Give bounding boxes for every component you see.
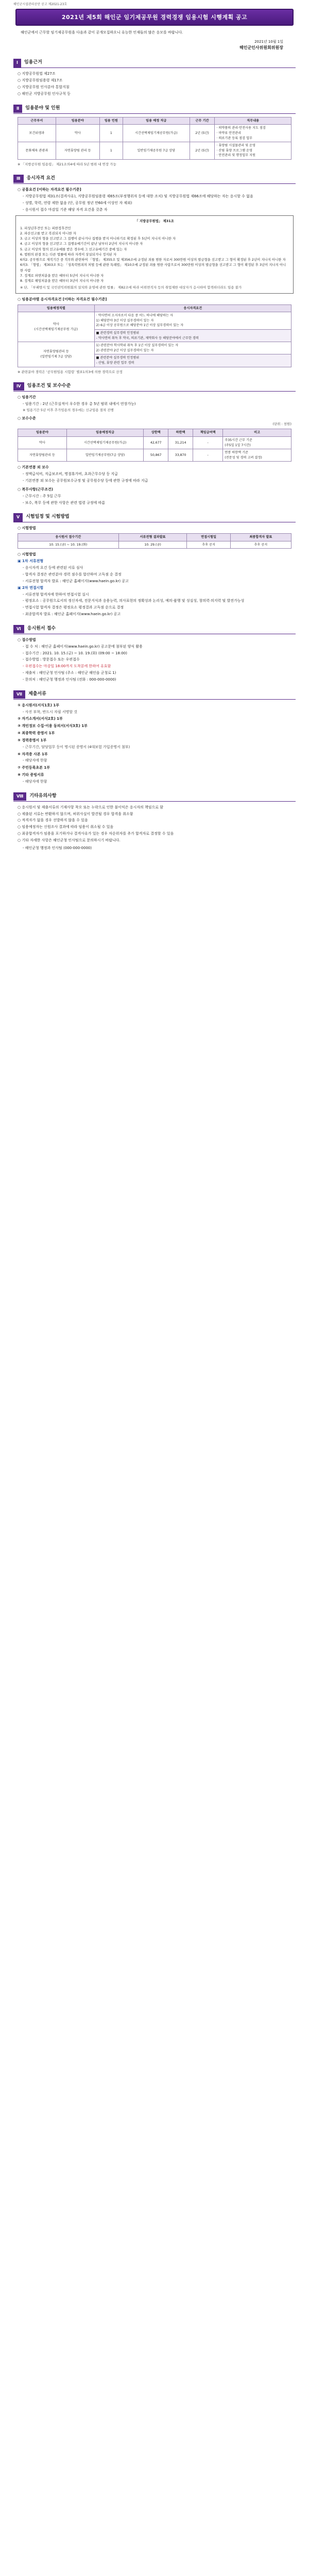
requirement-item: - 지방공무원법 제31조(결격사유), 지방공무원임용령 제65조(부정행위자 등에 대한 조치) 및 지방공무원법 제66조에 해당하는 자는 응시할 수 없음 [23, 194, 253, 198]
positions-note: ※ 「지방공무원 임용령」 제21조의4에 따라 5년 범위 내 연장 가능 [18, 162, 116, 166]
section-number: Ⅵ [13, 625, 24, 633]
section-number: Ⅶ [13, 690, 25, 699]
section-title: 임용근거 [24, 60, 42, 65]
requirement-item: - 응시원서 접수 마감일 기준 해당 자격 요건을 갖춘 자 [23, 207, 108, 212]
section-application [13, 624, 296, 634]
section-qualification [13, 174, 296, 184]
misc-item: ○ 최종합격자가 임용을 포기하거나 결격사유가 있는 경우 차순위자를 추가 합격자로 결정할 수 있음 [18, 832, 174, 836]
section-number: Ⅳ [13, 382, 24, 391]
application-item: - 우편접수는 마감일 18:00까지 도착분에 한하여 유효함 [23, 664, 111, 669]
table-cell: 10. 29.(금) [118, 541, 187, 549]
section-title: 임용조건 및 보수수준 [27, 383, 71, 388]
table-cell: 33,870 [168, 449, 193, 462]
section-conditions [13, 382, 296, 392]
signoff [10, 39, 283, 51]
document-name: ⑥ 자격증 사본 1부 [18, 752, 48, 756]
announcement-number: 해인군시설관리공단 공고 제2021-23호 [13, 3, 67, 6]
stage-item: - 평정요소 : 공무원으로서의 정신자세, 전문지식과 응용능력, 의사표현의 정확성과 논리성, 예의·품행 및 성실성, 창의력·의지력 및 발전가능성 [23, 599, 245, 603]
document-item [18, 703, 291, 715]
intro-text: 해인군에서 근무할 임기제공무원을 다음과 같이 공개모집하오니 유능한 인재들의 많은 응모를 바랍니다. [21, 30, 183, 35]
condition-item: - 임용기간 : 2년 (근무실적이 우수한 경우 총 5년 범위 내에서 연장가능) [23, 401, 136, 406]
box-item: 3. 금고 이상의 형을 선고받고 그 집행이 끝나거나 집행을 받지 아니하기로 확정된 후 5년이 지나지 아니한 자 [20, 236, 176, 241]
application-heading: ○ 접수방법 [18, 637, 36, 642]
table-cell: ■ 관련분야 실무경력 인정범위 - 산림, 휴양 관련 업무 경력 [94, 354, 291, 367]
table-cell: 시간선택제임기제공무원(가급) [66, 436, 144, 449]
box-item: 1. 피성년후견인 또는 피한정후견인 [20, 226, 71, 230]
document-item [18, 772, 291, 785]
document-desc: - 사진 부착, 반드시 자필 서명할 것 [23, 709, 78, 714]
section-title: 제출서류 [28, 691, 46, 697]
table-cell: 약사 [56, 125, 99, 142]
pay-unit: (단위 : 천원) [272, 422, 291, 427]
application-item: - 접수기간 : 2021. 10. 15.(금) ~ 10. 19.(화) (09:00 ~ 18:00) [23, 651, 127, 655]
box-item: 6. 법원의 판결 또는 다른 법률에 따라 자격이 상실되거나 정지된 자 [20, 252, 116, 257]
basis-item: ○ 해인군 지방공무원 인사규칙 등 [18, 91, 71, 96]
box-item: 5. 금고 이상의 형의 선고유예를 받은 경우에 그 선고유예기간 중에 있는 자 [20, 247, 127, 251]
condition-note: - 기본연봉 외 보수는 공무원보수규정 및 공무원수당 등에 관한 규정에 따라 지급 [23, 479, 148, 483]
basis-list [18, 71, 291, 96]
table-header: 응시자격요건 [94, 304, 291, 312]
table-cell: 추후 공지 [230, 541, 291, 549]
document-desc: - 근무기간, 담당업무 등이 명시된 증명서 (4대보험 가입증명서 첨부) [23, 744, 130, 749]
condition-item: ○ 보수수준 [18, 416, 36, 421]
table-header: 임용예정직급 [66, 429, 144, 437]
table-cell: - [193, 436, 223, 449]
table-row [18, 449, 291, 462]
field-note: ※ 관련분야 경력은 ‘공무원임용 시험령’ 별표1의3에 의한 경력으로 산정 [18, 369, 123, 374]
table-header: 하한액 [168, 429, 193, 437]
table-header: 임용 예정 직급 [123, 117, 190, 125]
section-documents [13, 690, 296, 700]
misc-contact: - 해인군청 행정과 인사팀 (000-000-0000) [23, 845, 92, 850]
section-number: Ⅰ [13, 59, 21, 67]
signoff-date: 2021년 10월 1일 [254, 40, 283, 44]
table-header: 임용 인원 [99, 117, 123, 125]
table-cell: 약사 [18, 436, 67, 449]
table-cell: 1) 관련분야 학사학위 취득 후 1년 이상 실무경력이 있는 자 2) 관련분야 2년 이상 실무경력이 있는 자 [94, 342, 291, 354]
table-cell: 50,867 [144, 449, 168, 462]
table-row [18, 142, 291, 160]
box-item: 4. 금고 이상의 형을 선고받고 그 집행유예기간이 끝난 날부터 2년이 지나지 아니한 자 [20, 242, 143, 246]
stage-item: - 면접시험 합격자 결정은 평정요소 평정결과 고득점 순으로 결정 [23, 605, 124, 610]
section-positions [13, 104, 296, 114]
stage1-heading: ▣ 1차 서류전형 [18, 559, 44, 564]
table-cell: 2년 (5년) [190, 125, 215, 142]
table-cell: 문화체육 관광과 [18, 142, 56, 160]
section-number: Ⅲ [13, 175, 24, 183]
section-title: 응시자격 요건 [26, 176, 55, 181]
table-cell: 31,214 [168, 436, 193, 449]
condition-note: - 정액급식비, 직급보조비, 명절휴가비, 초과근무수당 등 지급 [23, 472, 118, 477]
basis-item: ○ 지방공무원 인사분야 통합지침 [18, 85, 70, 90]
table-header: 상한액 [144, 429, 168, 437]
table-row [18, 436, 291, 449]
table-header: 책임급여액 [193, 429, 223, 437]
field-requirements-table [18, 304, 291, 367]
table-header: 응시원서 접수기간 [18, 534, 119, 541]
table-header: 비고 [223, 429, 291, 437]
table-cell: 추후 공지 [187, 541, 230, 549]
table-cell: 10. 15.(금) ~ 10. 19.(화) [18, 541, 119, 549]
table-cell: 42,677 [144, 436, 168, 449]
table-cell: 약사 (시간선택제임기제공무원 가급) [18, 312, 95, 342]
stage2-heading: ▣ 2차 면접시험 [18, 585, 44, 590]
table-row [18, 541, 291, 549]
field-requirements-heading: ○ 임용분야별 응시자격요건 [이하는 자격요건 필수기준] [18, 297, 107, 301]
table-header: 면접시험일 [187, 534, 230, 541]
document-name: ⑧ 기타 증빙서류 [18, 773, 44, 777]
misc-item: ○ 기타 자세한 사항은 해인군청 인사팀으로 문의하시기 바랍니다. [18, 838, 121, 842]
section-basis [13, 58, 296, 68]
table-row [18, 312, 291, 330]
table-row [18, 125, 291, 142]
box-item: 6의3. 「형법」 제303조 또는 「성폭력범죄의 처벌 등에 관한 특례법」 제10조에 규정된 죄를 범한 사람으로서 300만원 이상의 벌금형을 선고받고 그 형이 확정된 후 3년이 지나지 아니한 사람 [20, 263, 286, 273]
condition-note: ○ 복무사항(근무조건) [18, 487, 54, 492]
application-item: - 접수방법 : 방문접수 또는 우편접수 [23, 657, 80, 662]
table-cell: ■ 관련경력 실무경력 인정범위 - 약사면허 취득 후 약국, 의료기관, 제약회사 등 해당분야에서 근무한 경력 [94, 330, 291, 342]
document-item [18, 765, 291, 771]
table-cell: 주35시간 근무 기준 (주5일 1일 7시간) [223, 436, 291, 449]
section-title: 기타유의사항 [29, 793, 57, 799]
document-name: ③ 개인정보 수집·이용 동의서(서식3호) 1부 [18, 724, 88, 728]
section-title: 시험일정 및 시험방법 [26, 514, 70, 520]
misc-item: ○ 적격자가 없을 경우 선발하지 않을 수 있음 [18, 818, 88, 823]
basis-item: ○ 지방공무원임용령 제17조 [18, 78, 63, 83]
table-header: 직무내용 [215, 117, 291, 125]
table-header: 최종합격자 발표 [230, 534, 291, 541]
application-item: - 접 수 처 : 해인군 홈페이지(www.haein.go.kr) 공고문에 첨부된 양식 활용 [23, 644, 143, 649]
disqualification-box [15, 215, 294, 293]
document-page [10, 0, 299, 862]
document-desc: - 해당자에 한함 [23, 758, 47, 763]
section-number: Ⅱ [13, 105, 22, 113]
method-heading: ○ 시험방법 [18, 552, 36, 557]
document-item [18, 723, 291, 729]
common-requirements-heading: ○ 공통요건 [이하는 자격요건 필수기준] [18, 187, 81, 192]
table-cell: · 약사면허 소지자로서 다음 중 어느 하나에 해당하는 자 1) 해당분야 3년 이상 실무경력이 있는 자 2) 6급 이상 공무원으로 해당분야 1년 이상 실무경력이 있는 자 [94, 312, 291, 330]
box-item: 2. 파산선고를 받고 복권되지 아니한 자 [20, 231, 76, 235]
misc-item: ○ 제출된 서류는 반환하지 않으며, 허위사실이 발견될 경우 합격을 취소함 [18, 811, 133, 816]
document-item [18, 716, 291, 722]
document-desc: - 해당자에 한함 [23, 779, 47, 784]
section-schedule [13, 513, 296, 522]
table-row [18, 342, 291, 354]
document-name: ② 자기소개서(서식2호) 1부 [18, 717, 63, 721]
table-cell: 연봉 하한액 기준 (전문성 및 경력 고려 결정) [223, 449, 291, 462]
table-cell: 일반임기제공무원 7급 상당 [123, 142, 190, 160]
table-cell: · 휴양림 시설물관리 및 운영 · 산림 휴양 프로그램 운영 · 안전관리 및 행정업무 지원 [215, 142, 291, 160]
table-cell: · 의약품의 관리·안전사용 지도 점검 · 마약류 안전관리 · 의료기관 등록 점검 업무 [215, 125, 291, 142]
application-item: - 제출처 : 해인군청 인사팀 (주소 : 해인군 해인읍 군청로 1) [23, 671, 116, 675]
table-header: 근무부서 [18, 117, 56, 125]
box-title: 「 지방공무원법」 제31조 [135, 219, 174, 224]
requirement-item: - 성별, 학력, 연령 제한 없음 (단, 공무원 정년 만60세 이상인 자 제외) [23, 200, 132, 205]
table-cell: 자연휴양림 관리 등 [56, 142, 99, 160]
table-header: 서류전형 결과발표 [118, 534, 187, 541]
table-cell: - [193, 449, 223, 462]
table-header: 임용예정직렬 [18, 304, 95, 312]
pay-table [18, 429, 291, 462]
signoff-org: 해인군인사위원회위원장 [239, 45, 283, 50]
table-cell: 일반임기제공무원(7급 상당) [66, 449, 144, 462]
table-cell: 보건위생과 [18, 125, 56, 142]
stage-item: - 응시자격 요건 등에 관련된 서류 심사 [23, 566, 83, 570]
document-name: ④ 최종학력 증명서 1부 [18, 731, 55, 736]
box-item: 8. 징계로 해임처분을 받은 때부터 3년이 지나지 아니한 자 [20, 279, 104, 283]
table-header: 임용분야 [56, 117, 99, 125]
condition-note: - 근무시간 : 주 5일 근무 [23, 494, 61, 498]
box-item: 7. 징계로 파면처분을 받은 때부터 5년이 지나지 아니한 자 [20, 273, 104, 278]
condition-item: ○ 임용기간 [18, 395, 36, 399]
document-name: ⑤ 경력증명서 1부 [18, 738, 47, 742]
section-title: 임용분야 및 인원 [25, 105, 60, 111]
condition-note: ○ 기본연봉 외 보수 [18, 465, 49, 470]
condition-item: ※ 임용기간 5년 이후 추가임용의 경우에는 신규임용 절차 진행 [23, 408, 114, 413]
table-cell: 자연휴양림관리 등 [18, 449, 67, 462]
table-cell: 1 [99, 125, 123, 142]
document-item [18, 752, 291, 764]
document-name: ⑦ 주민등록초본 1부 [18, 766, 50, 770]
document-item [18, 731, 291, 736]
box-note: ※ 단, 「부패방지 및 국민권익위원회의 설치와 운영에 관한 법률」 제82조에 따라 비위면직자 등의 취업제한 대상자가 응시하여 합격하더라도 임용 불가 [20, 285, 242, 290]
table-cell: 1 [99, 142, 123, 160]
schedule-heading: ○ 시험방법 [18, 526, 36, 531]
table-cell: 시간선택제임기제공무원(가급) [123, 125, 190, 142]
table-header: 임용분야 [18, 429, 67, 437]
basis-item: ○ 지방공무원법 제27조 [18, 72, 56, 76]
misc-item: ○ 임용예정자는 신원조사 결과에 따라 임용이 취소될 수 있음 [18, 825, 114, 829]
schedule-table [18, 533, 291, 549]
stage-item: - 서류전형 합격자에 한하여 면접시험 실시 [23, 592, 89, 597]
positions-table [18, 117, 291, 160]
box-item: 6의2. 공무원으로 재직기간 중 직무와 관련하여 「형법」 제355조 및 제356조에 규정된 죄를 범한 자로서 300만원 이상의 벌금형을 선고받고 그 형이 확정된 후 2년이 지나지 아니한 자 [20, 258, 286, 262]
section-title: 응시원서 접수 [27, 625, 56, 631]
document-name: ① 응시원서(서식1호) 1부 [18, 703, 60, 707]
table-cell: 2년 (5년) [190, 142, 215, 160]
condition-note: - 보수, 복무 등에 관한 사항은 관련 법령 규정에 따름 [23, 500, 106, 505]
section-number: Ⅴ [13, 513, 23, 521]
stage-item: - 합격자 결정은 관련분야 경력 점수를 합산하여 고득점 순 결정 [23, 572, 122, 577]
table-header: 근무 기간 [190, 117, 215, 125]
section-misc [13, 792, 296, 802]
document-item [18, 738, 291, 750]
document-title: 2021년 제5회 해인군 임기제공무원 경력경쟁 임용시험 시행계획 공고 [15, 9, 294, 26]
section-number: Ⅷ [13, 792, 26, 801]
table-cell: 자연휴양림관리 등 (일반임기제 7급 상당) [18, 342, 95, 367]
application-item: - 문의처 : 해인군청 행정과 인사팀 (전화 : 000-000-0000) [23, 677, 116, 682]
stage-item: - 서류전형 합격자 발표 : 해인군 홈페이지(www.haein.go.kr) 공고 [23, 579, 129, 583]
misc-item: ○ 응시원서 및 제출서류의 기재사항 착오 또는 누락으로 인한 불이익은 응시자의 책임으로 함 [18, 805, 164, 809]
stage-item: - 최종합격자 발표 : 해인군 홈페이지(www.haein.go.kr) 공고 [23, 612, 121, 617]
